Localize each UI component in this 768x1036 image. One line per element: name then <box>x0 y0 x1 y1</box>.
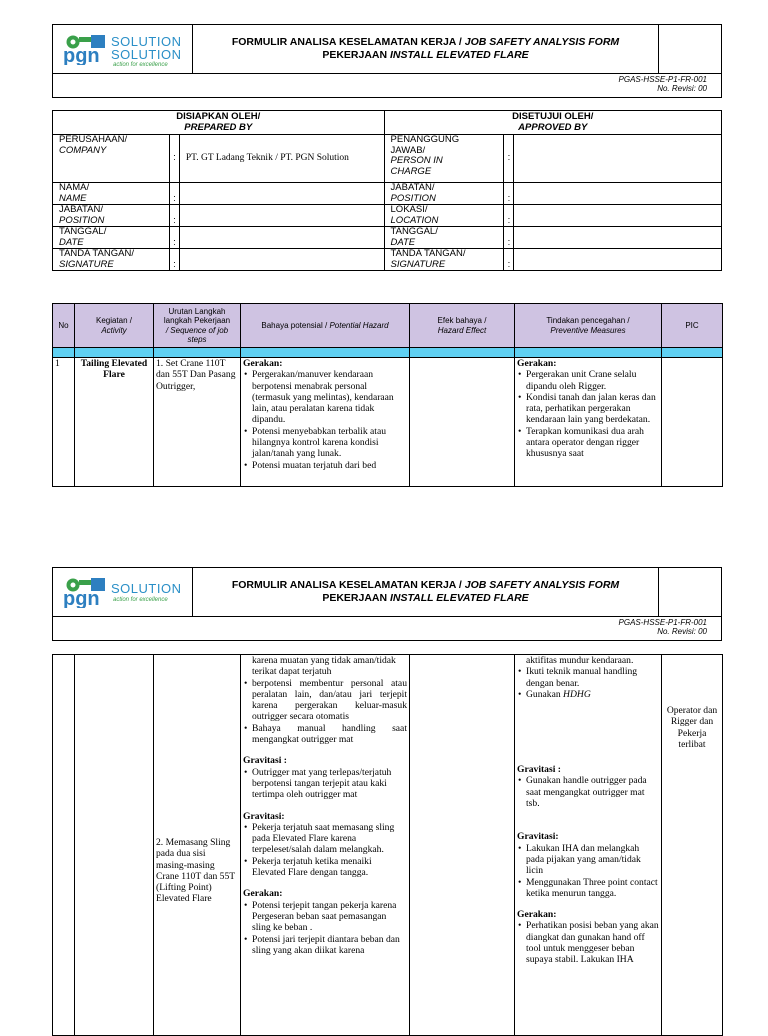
company-logo <box>53 25 193 73</box>
hazard-cell: Gerakan: • Pergerakan/manuver kendaraan berpotensi menabrak personal (termasuk yang melintas), kendaraan lain, atau peralatan karena tidak dipandu. • Potensi menyebabkan terbalik atau hilangnya kontrol karena kondisi jalan/tanah yang lunak. • Potensi muatan terjatuh dari bed <box>241 358 410 487</box>
jsa-header-row <box>53 304 723 348</box>
col-hazard: Bahaya potensial / Potential Hazard <box>241 304 410 348</box>
pic-cell <box>662 655 723 1036</box>
table-row <box>53 358 723 487</box>
jsa-table-page2 <box>52 654 723 1036</box>
col-effect: Efek bahaya / Hazard Effect <box>410 304 515 348</box>
jsa-table-page1 <box>52 303 723 487</box>
pic-text: Operator dan Rigger dan Pekerja terlibat <box>666 705 718 750</box>
col-prevent: Tindakan pencegahan / Preventive Measures <box>515 304 662 348</box>
step-cell <box>154 655 241 1036</box>
activity-cell <box>75 655 154 1036</box>
pgn-logo-icon <box>59 574 111 608</box>
name-value <box>179 183 384 205</box>
col-no: No <box>53 304 75 348</box>
company-label: PERUSAHAAN/ COMPANY <box>53 135 170 183</box>
logo-brand-text-shadow: SOLUTION <box>111 47 182 62</box>
pic-cell <box>662 358 723 487</box>
prepared-approved-table: DISIAPKAN OLEH/ PREPARED BY DISETUJUI OLEH/ APPROVED BY PERUSAHAAN/ COMPANY : PT. GT Ladang Teknik / PT. PGN Solution PENANGGUNG JAWAB/ PERSON IN CHARGE : NAMA/ NAME : JABATAN/ POSITION : JABATAN/ POSITION : LOKASI/ LOCATION : TANGGAL/ DATE : TANGGAL/ DATE : TANDA TANGAN/ SIGNATURE : TANDA TANGAN/ SIGNATURE : <box>52 110 722 271</box>
approver-position-label: JABATAN/ POSITION <box>384 183 504 205</box>
pgn-logo-icon <box>59 31 111 65</box>
logo-brand-text: SOLUTION <box>111 581 182 596</box>
effect-cell <box>410 655 515 1036</box>
svg-text:pgn: pgn <box>63 45 100 65</box>
approved-by-header: DISETUJUI OLEH/ APPROVED BY <box>384 111 721 135</box>
company-value: PT. GT Ladang Teknik / PT. PGN Solution <box>179 135 384 183</box>
svg-text:pgn: pgn <box>63 588 100 608</box>
revision-number: No. Revisi: 00 <box>657 84 707 93</box>
page2-header <box>52 567 722 617</box>
doc-code: PGAS-HSSE-P1-FR-001 <box>618 75 707 84</box>
location-value <box>514 205 722 227</box>
form-title: FORMULIR ANALISA KESELAMATAN KERJA / JOB SAFETY ANALYSIS FORM PEKERJAAN INSTALL ELEVATED FLARE <box>193 25 659 73</box>
signature-label: TANDA TANGAN/ SIGNATURE <box>53 249 170 271</box>
revision-number: No. Revisi: 00 <box>657 627 707 636</box>
blue-separator-row <box>53 348 723 358</box>
prepared-by-header: DISIAPKAN OLEH/ PREPARED BY <box>53 111 385 135</box>
person-in-charge-label: PENANGGUNG JAWAB/ PERSON IN CHARGE <box>384 135 504 183</box>
date-label: TANGGAL/ DATE <box>53 227 170 249</box>
col-steps: Urutan Langkah langkah Pekerjaan / Sequence of job steps <box>154 304 241 348</box>
name-label: NAMA/ NAME <box>53 183 170 205</box>
position-label: JABATAN/ POSITION <box>53 205 170 227</box>
doc-code-box <box>52 74 722 98</box>
step-2: 2. Memasang Sling pada dua sisi masing-masing Crane 110T dan 55T (Lifting Point) Elevated Flare <box>156 837 235 905</box>
signature-value <box>179 249 384 271</box>
prevent-cell: aktifitas mundur kendaraan. • Ikuti teknik manual handling dengan benar. • Gunakan HDHG Gravitasi : • Gunakan handle outrigger pada saat mengangkat outrigger mat tsb. Gravitasi: • Lakukan IHA dan melangkah pada pijakan yang aman/tidak licin • Menggunakan Three point contact ketika menurun tangga. Gerakan: • Perhatikan posisi beban yang akan diangkat dan gunakan hand off tool untuk menggeser beban supaya stabil. Lakukan IHA <box>515 655 662 1036</box>
col-pic: PIC <box>662 304 723 348</box>
logo-tagline: action for excellence <box>113 62 168 68</box>
step-cell: 1. Set Crane 110T dan 55T Dan Pasang Outrigger, <box>154 358 241 487</box>
table-row <box>53 655 723 1036</box>
row-number <box>53 655 75 1036</box>
approver-date-label: TANGGAL/ DATE <box>384 227 504 249</box>
logo-brand-text: SOLUTION <box>111 34 182 49</box>
logo-tagline: action for excellence <box>113 597 168 603</box>
col-activity: Kegiatan / Activity <box>75 304 154 348</box>
activity-cell: Tailing Elevated Flare <box>75 358 154 487</box>
page1-header <box>52 24 722 74</box>
approver-date-value <box>514 227 722 249</box>
location-label: LOKASI/ LOCATION <box>384 205 504 227</box>
company-logo-2 <box>53 568 193 616</box>
prevent-cell: Gerakan: • Pergerakan unit Crane selalu dipandu oleh Rigger. • Kondisi tanah dan jalan keras dan rata, perhatikan pergerakan kendaraan lain yang berdekatan. • Terapkan komunikasi dua arah antara operator dengan rigger khususnya saat <box>515 358 662 487</box>
row-number: 1 <box>53 358 75 487</box>
date-value <box>179 227 384 249</box>
person-in-charge-value <box>514 135 722 183</box>
doc-code-box-2 <box>52 617 722 641</box>
approver-signature-value <box>514 249 722 271</box>
form-title-2: FORMULIR ANALISA KESELAMATAN KERJA / JOB SAFETY ANALYSIS FORM PEKERJAAN INSTALL ELEVATED FLARE <box>193 568 659 616</box>
hazard-cell: karena muatan yang tidak aman/tidak terikat dapat terjatuh • berpotensi membentur personal atau peralatan lain, dan/atau jari terjepit karena pergerakan keluar-masuk outrigger secara otomatis • Bahaya manual handling saat mengangkat outrigger mat Gravitasi : • Outrigger mat yang terlepas/terjatuh berpotensi tangan terjepit atau kaki tertimpa oleh outrigger mat Gravitasi: • Pekerja terjatuh saat memasang sling pada Elevated Flare karena terpeleset/salah dalam melangkah. • Pekerja terjatuh ketika menaiki Elevated Flare dengan tangga. Gerakan: • Potensi terjepit tangan pekerja karena Pergeseran beban saat pemasangan sling ke beban . • Potensi jari terjepit diantara beban dan sling yang akan diikat karena <box>241 655 410 1036</box>
approver-signature-label: TANDA TANGAN/ SIGNATURE <box>384 249 504 271</box>
doc-code: PGAS-HSSE-P1-FR-001 <box>618 618 707 627</box>
position-value <box>179 205 384 227</box>
approver-position-value <box>514 183 722 205</box>
effect-cell <box>410 358 515 487</box>
